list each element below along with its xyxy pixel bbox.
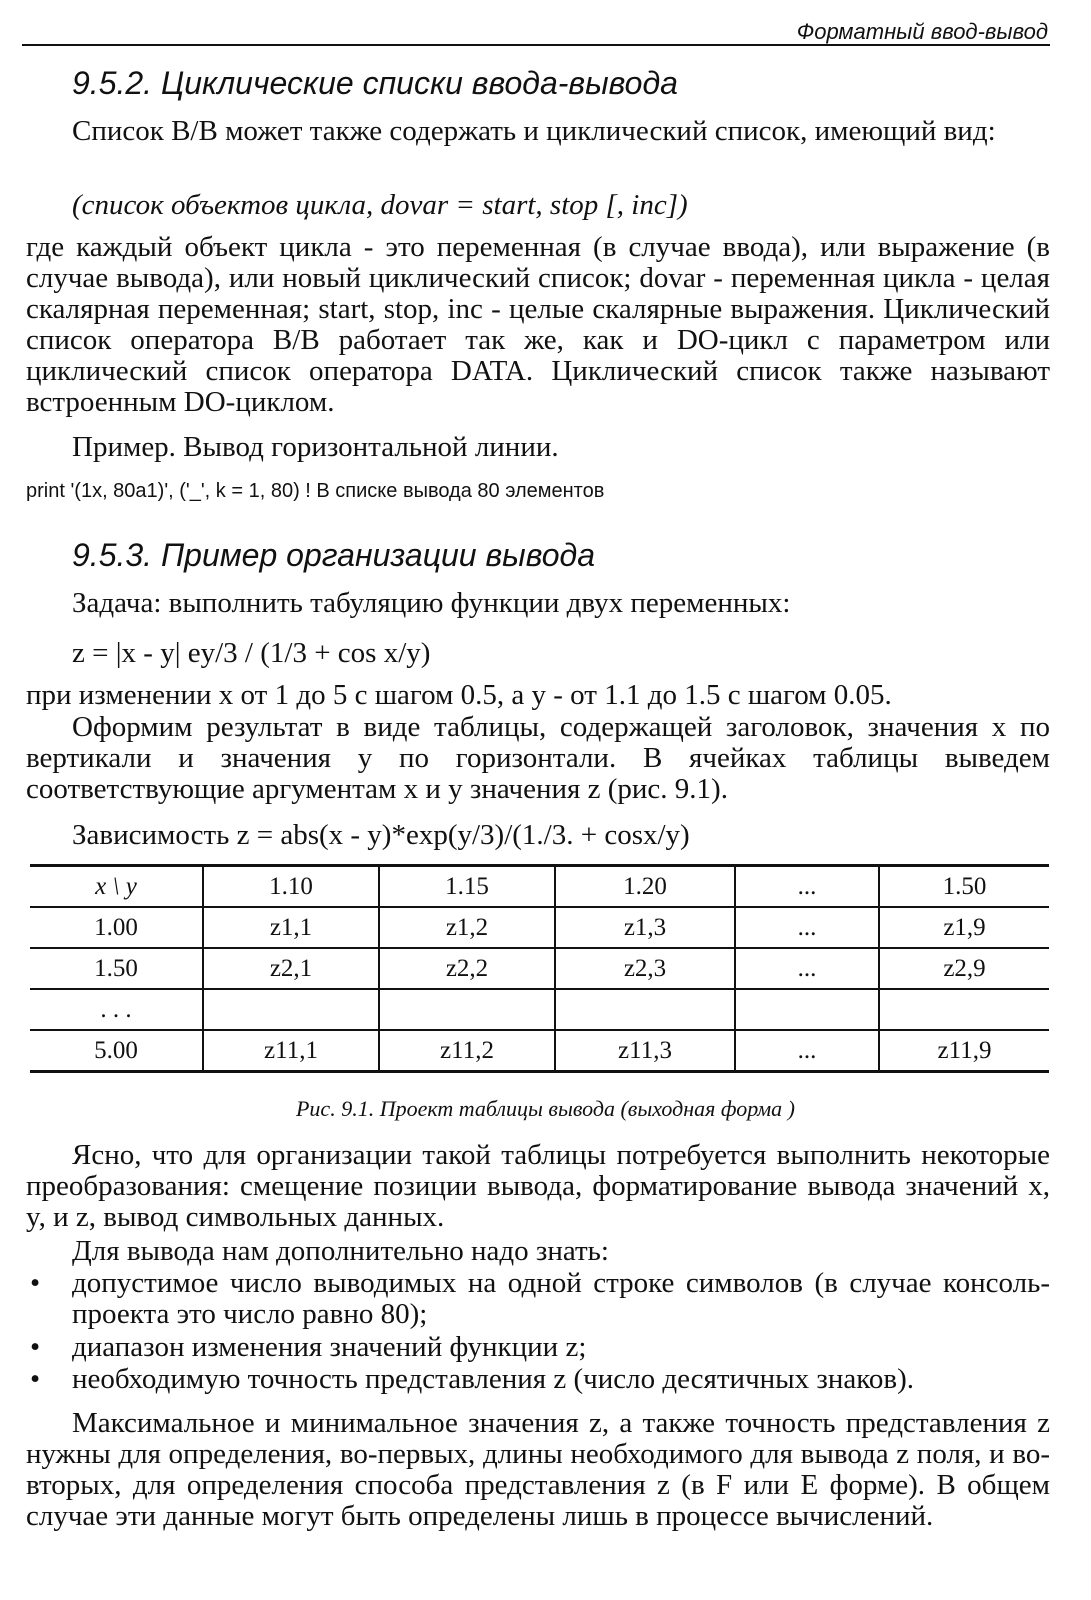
paragraph: Ясно, что для организации такой таблицы потребуется выполнить некоторые преобразования: смещение позиции вывода, форматирование вывода значений x, y, и z, вывод символьных данных. (26, 1139, 1050, 1233)
syntax-line: (список объектов цикла, dovar = start, stop [, inc]) (72, 189, 688, 221)
bullet-item: необходимую точность представления z (число десятичных знаков). (72, 1363, 914, 1395)
table-cell: 5.00 (30, 1030, 203, 1072)
table-cell (379, 989, 555, 1030)
table-cell: z2,1 (203, 948, 379, 989)
table-cell: ... (735, 907, 879, 948)
table-cell: z1,3 (555, 907, 735, 948)
table-cell: z1,1 (203, 907, 379, 948)
table-cell: z1,9 (879, 907, 1049, 948)
bullet-marker: • (30, 1267, 41, 1299)
bullet-marker: • (30, 1331, 41, 1363)
table-cell: ... (735, 1030, 879, 1072)
bullet-item: допустимое число выводимых на одной строке символов (в случае консоль-проекта это число равно 80); (72, 1267, 1050, 1330)
table-cell (735, 989, 879, 1030)
paragraph: при изменении x от 1 до 5 с шагом 0.5, а y - от 1.1 до 1.5 с шагом 0.05. (26, 679, 892, 711)
table-header-cell: ... (735, 866, 879, 908)
formula: z = |x - y| ey/3 / (1/3 + cos x/y) (72, 637, 431, 669)
table-cell: z11,2 (379, 1030, 555, 1072)
table-header-cell: 1.20 (555, 866, 735, 908)
table-row (30, 907, 1049, 948)
figure-caption: Рис. 9.1. Проект таблицы вывода (выходная форма ) (295, 1096, 796, 1121)
table-cell (555, 989, 735, 1030)
table-cell: 1.50 (30, 948, 203, 989)
table-header-cell: x \ y (30, 866, 203, 908)
section-title-9-5-2: 9.5.2. Циклические списки ввода-вывода (72, 65, 678, 101)
table-cell: z11,9 (879, 1030, 1049, 1072)
running-head: Форматный ввод-вывод (796, 19, 1048, 44)
table-cell: z11,1 (203, 1030, 379, 1072)
task-line: Задача: выполнить табуляцию функции двух переменных: (72, 587, 791, 619)
table-cell: z1,2 (379, 907, 555, 948)
table-row (30, 989, 1049, 1030)
paragraph: Максимальное и минимальное значения z, а также точность представления z нужны для определения, во-первых, длины необходимого для вывода z поля, и во-вторых, для определения способа представления z (в F или E форме). В общем случае эти данные могут быть определены лишь в процессе вычислений. (26, 1407, 1050, 1532)
table-cell: z2,9 (879, 948, 1049, 989)
table-header-row (30, 866, 1049, 908)
output-table (30, 864, 1049, 1073)
table-header-cell: 1.15 (379, 866, 555, 908)
bullet-item: диапазон изменения значений функции z; (72, 1331, 587, 1363)
example-line: Пример. Вывод горизонтальной линии. (72, 431, 559, 463)
table-cell: z2,3 (555, 948, 735, 989)
bullet-marker: • (30, 1363, 41, 1395)
table-header-cell: 1.10 (203, 866, 379, 908)
paragraph: Для вывода нам дополнительно надо знать: (72, 1235, 609, 1267)
page-header (22, 12, 1050, 46)
table-header-cell: 1.50 (879, 866, 1049, 908)
paragraph: Список В/В может также содержать и циклический список, имеющий вид: (72, 115, 996, 147)
section-title-9-5-3: 9.5.3. Пример организации вывода (72, 537, 595, 573)
table-title: Зависимость z = abs(x - y)*exp(y/3)/(1./3. + cosx/y) (72, 819, 690, 851)
paragraph: Оформим результат в виде таблицы, содержащей заголовок, значения x по вертикали и значения y по горизонтали. В ячейках таблицы выведем соответствующие аргументам x и y значения z (рис. 9.1). (26, 711, 1050, 805)
table-row (30, 948, 1049, 989)
table-cell (203, 989, 379, 1030)
table-cell: . . . (30, 989, 203, 1030)
code-line: print '(1x, 80a1)', ('_', k = 1, 80) ! В списке вывода 80 элементов (26, 480, 605, 502)
table-cell: z2,2 (379, 948, 555, 989)
table-cell: z11,3 (555, 1030, 735, 1072)
table-row (30, 1030, 1049, 1072)
table-cell: 1.00 (30, 907, 203, 948)
table-cell: ... (735, 948, 879, 989)
table-cell (879, 989, 1049, 1030)
paragraph: где каждый объект цикла - это переменная (в случае ввода), или выражение (в случае вывода), или новый циклический список; dovar - переменная цикла - целая скалярная переменная; start, stop, inc - целые скалярные выражения. Циклический список оператора В/В работает так же, как и DO-цикл с параметром или циклический список оператора DATA. Циклический список также называют встроенным DO-циклом. (26, 231, 1050, 418)
